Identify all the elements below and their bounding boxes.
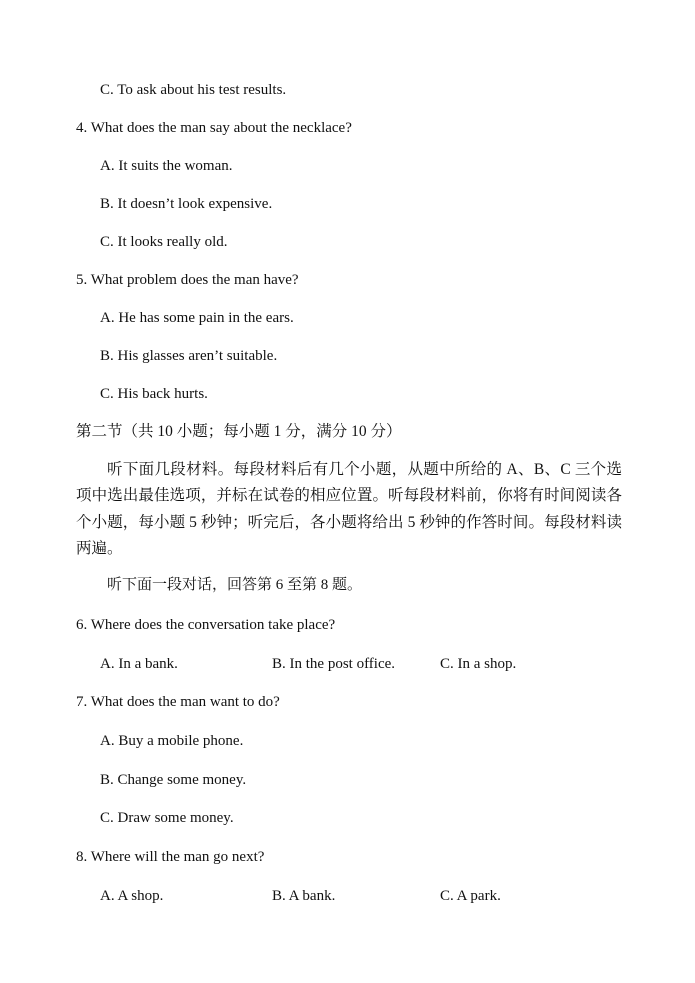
q7-option-c: C. Draw some money. bbox=[100, 810, 234, 826]
q8-option-b: B. A bank. bbox=[272, 888, 336, 904]
q4-question: 4. What does the man say about the necklace? bbox=[76, 120, 352, 136]
q6-option-c: C. In a shop. bbox=[440, 656, 517, 672]
q6-option-a: A. In a bank. bbox=[100, 656, 178, 672]
q8-option-c: C. A park. bbox=[440, 888, 501, 904]
section-heading: 第二节（共 10 小题；每小题 1 分，满分 10 分） bbox=[76, 423, 402, 440]
q4-option-a: A. It suits the woman. bbox=[100, 158, 233, 174]
q4-option-c: C. It looks really old. bbox=[100, 234, 228, 250]
q5-option-b: B. His glasses aren’t suitable. bbox=[100, 348, 278, 364]
q8-option-a: A. A shop. bbox=[100, 888, 164, 904]
q5-option-c: C. His back hurts. bbox=[100, 386, 208, 402]
q6-option-b: B. In the post office. bbox=[272, 656, 396, 672]
q7-question: 7. What does the man want to do? bbox=[76, 694, 280, 710]
q8-question: 8. Where will the man go next? bbox=[76, 849, 265, 865]
q4-option-b: B. It doesn’t look expensive. bbox=[100, 196, 273, 212]
q6-question: 6. Where does the conversation take place? bbox=[76, 617, 336, 633]
q3-option-c: C. To ask about his test results. bbox=[100, 82, 287, 98]
q5-option-a: A. He has some pain in the ears. bbox=[100, 310, 294, 326]
q7-option-a: A. Buy a mobile phone. bbox=[100, 733, 244, 749]
q7-option-b: B. Change some money. bbox=[100, 772, 247, 788]
section-instructions-paragraph: 听下面几段材料。每段材料后有几个小题，从题中所给的 A、B、C 三个选项中选出最佳选项，并标在试卷的相应位置。听每段材料前，你将有时间阅读各个小题，每小题 5 秒钟；听完后，各小题将给出 5 秒钟的作答时间。每段材料读两遍。 bbox=[76, 461, 622, 557]
q5-question: 5. What problem does the man have? bbox=[76, 272, 299, 288]
dialogue-instruction: 听下面一段对话，回答第 6 至第 8 题。 bbox=[107, 577, 363, 593]
